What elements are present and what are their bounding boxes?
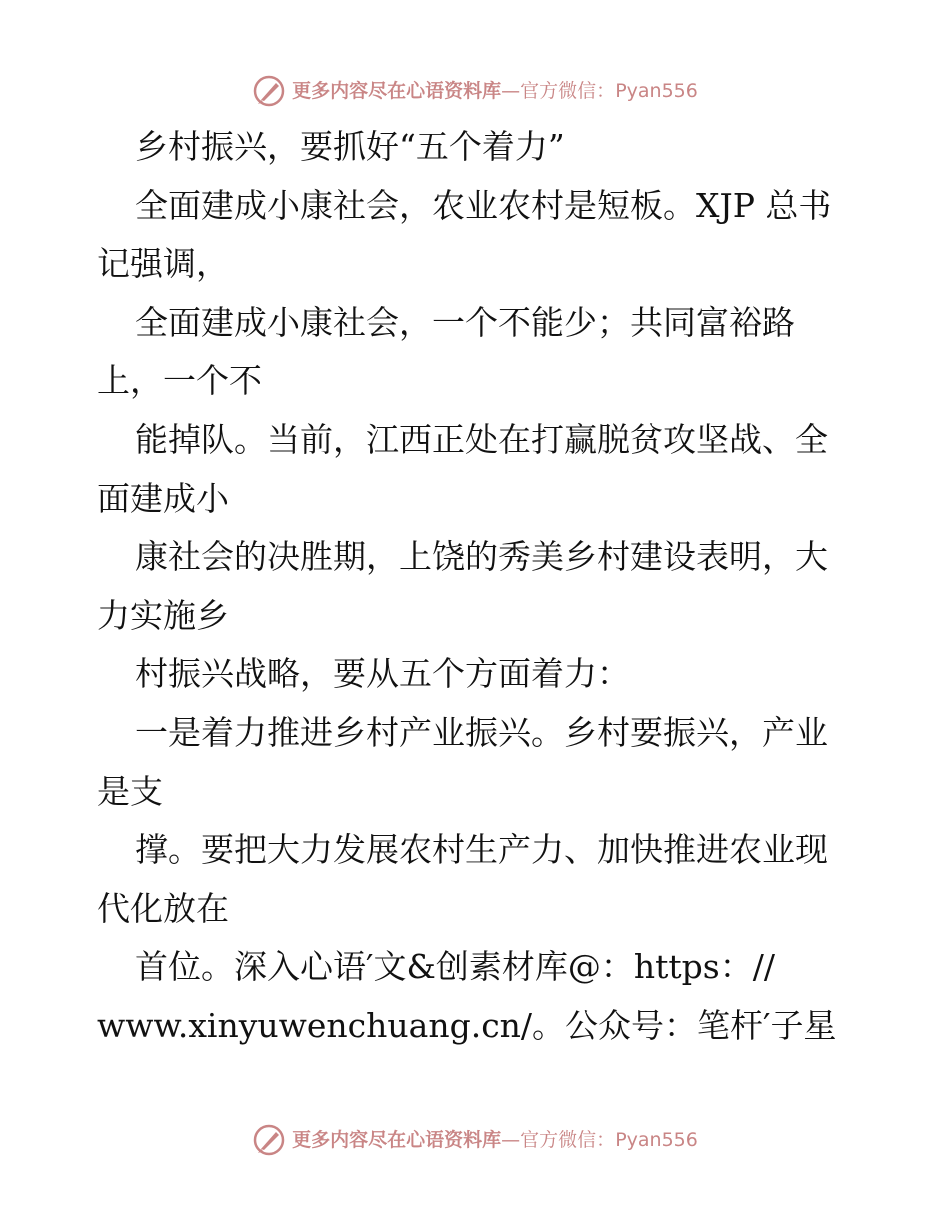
watermark-official-label: 官方微信：: [520, 79, 616, 102]
paragraph-line: 首位。深入心语′文&创素材库@：https：//: [135, 947, 775, 987]
watermark-text: [292, 1128, 698, 1151]
paragraph-line: 一是着力推进乡村产业振兴。乡村要振兴，产业: [135, 712, 828, 752]
paragraph-line: 记强调，: [97, 244, 229, 284]
paragraph-line: 是支: [97, 771, 163, 811]
document-body: [97, 118, 857, 1056]
watermark-wechat-id: Pyan556: [615, 1128, 698, 1151]
footer-watermark: [0, 1120, 950, 1160]
quill-pen-circle-icon: [252, 1123, 286, 1157]
paragraph-line: 村振兴战略，要从五个方面着力：: [135, 654, 630, 694]
document-title: 乡村振兴，要抓好“五个着力”: [135, 127, 565, 166]
watermark-official-label: 官方微信：: [520, 1128, 616, 1151]
quill-pen-circle-icon: [252, 74, 286, 108]
watermark-text: [292, 79, 698, 102]
paragraph-line: www.xinyuwenchuang.cn/。公众号：笔杆′子星: [97, 1005, 837, 1045]
paragraph-line: 全面建成小康社会，一个不能少；共同富裕路: [135, 302, 795, 342]
paragraph-line: 全面建成小康社会，农业农村是短板。XJP 总书: [135, 185, 832, 225]
paragraph-line: 上，一个不: [97, 361, 262, 401]
watermark-brand: 更多内容尽在心语资料库: [292, 1128, 502, 1151]
watermark-brand: 更多内容尽在心语资料库: [292, 79, 502, 102]
paragraph-line: 面建成小: [97, 478, 229, 518]
paragraph-line: 康社会的决胜期，上饶的秀美乡村建设表明，大: [135, 537, 828, 577]
paragraph-line: 能掉队。当前，江西正处在打赢脱贫攻坚战、全: [135, 419, 828, 459]
header-watermark: [0, 71, 950, 111]
watermark-wechat-id: Pyan556: [615, 79, 698, 102]
watermark-separator: —: [501, 79, 521, 102]
watermark-separator: —: [501, 1128, 521, 1151]
paragraph-line: 代化放在: [97, 888, 229, 928]
paragraph-line: 撑。要把大力发展农村生产力、加快推进农业现: [135, 830, 828, 870]
paragraph-line: 力实施乡: [97, 595, 229, 635]
